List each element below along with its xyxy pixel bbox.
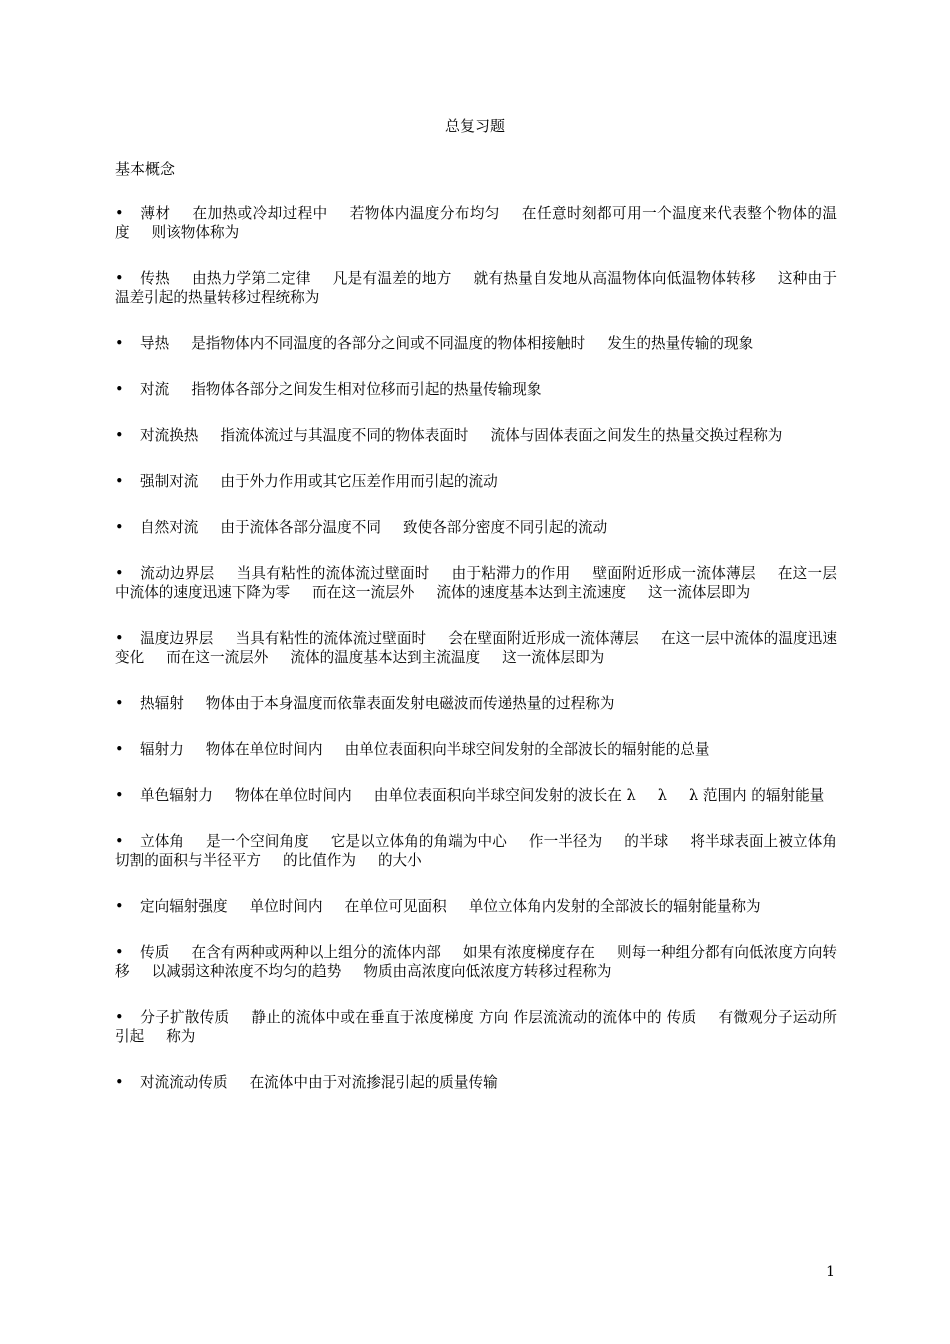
definition-list [115, 204, 837, 1119]
definition-text: 将半球表面上被立体角切割的面积与半径平方 [115, 833, 837, 869]
definition-text: 的比值作为 [282, 852, 356, 869]
definition-item [115, 380, 837, 399]
definition-text: 单位立体角内发射的全部波长的辐射能量称为 [468, 898, 761, 915]
definition-text: 由热力学第二定律 [191, 270, 311, 287]
bullet-marker: • [115, 270, 124, 287]
definition-term: 热辐射 [140, 695, 184, 712]
definition-term: 传质 [140, 944, 170, 961]
definition-text: 就有热量自发地从高温物体向低温物体转移 [473, 270, 756, 287]
definition-term: 分子扩散传质 [140, 1009, 230, 1026]
definition-text: 的大小 [377, 852, 422, 869]
definition-text: 由于粘滞力的作用 [451, 565, 571, 582]
definition-item [115, 472, 837, 491]
bullet-marker: • [115, 787, 124, 804]
definition-item [115, 334, 837, 353]
definition-term: 流动边界层 [140, 565, 215, 582]
bullet-marker: • [115, 695, 124, 712]
definition-text: 则该物体称为 [151, 224, 240, 241]
bullet-marker: • [115, 427, 124, 444]
definition-term: 自然对流 [140, 519, 199, 536]
definition-term: 对流换热 [140, 427, 199, 444]
definition-item [115, 629, 837, 667]
definition-text: 流体与固体表面之间发生的热量交换过程称为 [490, 427, 783, 444]
definition-text: 作一半径为 [528, 833, 603, 850]
definition-text: 称为 [166, 1028, 196, 1045]
definition-item [115, 426, 837, 445]
definition-text: 在任意时刻都可用一个温度来代表整个物体的温度 [115, 205, 837, 241]
definition-text: 由单位表面积向半球空间发射的波长在 λ [373, 787, 636, 804]
definition-text: 流体的温度基本达到主流温度 [290, 649, 481, 666]
definition-text: 则每一种组分都有向低浓度方向转移 [115, 944, 837, 980]
definition-term: 辐射力 [140, 741, 184, 758]
definition-text: 壁面附近形成一流体薄层 [592, 565, 756, 582]
definition-term: 薄材 [140, 205, 171, 222]
bullet-marker: • [115, 205, 124, 222]
definition-term: 对流 [140, 381, 170, 398]
bullet-marker: • [115, 381, 124, 398]
bullet-marker: • [115, 1009, 124, 1026]
definition-text: 当具有粘性的流体流过壁面时 [235, 630, 427, 647]
definition-term: 单色辐射力 [140, 787, 213, 804]
definition-item [115, 1008, 837, 1046]
bullet-marker: • [115, 630, 124, 647]
definition-text: 在加热或冷却过程中 [192, 205, 328, 222]
section-heading: 基本概念 [115, 160, 176, 178]
definition-text: 这种由于温差引起的热量转移过程统称为 [115, 270, 837, 306]
definition-term: 温度边界层 [140, 630, 214, 647]
definition-term: 定向辐射强度 [140, 898, 228, 915]
definition-text: λ [657, 787, 667, 804]
definition-term: 传热 [140, 270, 170, 287]
definition-text: 以减弱这种浓度不均匀的趋势 [151, 963, 342, 980]
definition-text: 流体的速度基本达到主流速度 [436, 584, 627, 601]
definition-term: 立体角 [140, 833, 185, 850]
bullet-marker: • [115, 898, 124, 915]
definition-text: 在这一层中流体的速度迅速下降为零 [115, 565, 837, 601]
definition-text: 如果有浓度梯度存在 [462, 944, 595, 961]
definition-item [115, 518, 837, 537]
definition-text: 的半球 [624, 833, 669, 850]
definition-text: 由于外力作用或其它压差作用而引起的流动 [220, 473, 498, 490]
page-number: 1 [826, 1264, 835, 1280]
definition-text: 指流体流过与其温度不同的物体表面时 [220, 427, 469, 444]
definition-text: 有微观分子运动所引起 [115, 1009, 837, 1045]
definition-text: 指物体各部分之间发生相对位移而引起的热量传输现象 [191, 381, 542, 398]
definition-text: 在这一层中流体的温度迅速变化 [115, 630, 837, 666]
bullet-marker: • [115, 741, 124, 758]
definition-text: 在单位可见面积 [344, 898, 447, 915]
definition-text: 在含有两种或两种以上组分的流体内部 [191, 944, 441, 961]
definition-text: 是指物体内不同温度的各部分之间或不同温度的物体相接触时 [191, 335, 586, 352]
definition-item [115, 943, 837, 981]
definition-text: 是一个空间角度 [206, 833, 309, 850]
definition-text: 而在这一流层外 [312, 584, 415, 601]
bullet-marker: • [115, 473, 124, 490]
definition-text: 由单位表面积向半球空间发射的全部波长的辐射能的总量 [344, 741, 710, 758]
definition-text: 而在这一流层外 [166, 649, 269, 666]
definition-item [115, 694, 837, 713]
definition-text: 若物体内温度分布均匀 [349, 205, 500, 222]
definition-text: 会在壁面附近形成一流体薄层 [448, 630, 639, 647]
definition-text: 它是以立体角的角端为中心 [330, 833, 507, 850]
definition-text: 由于流体各部分温度不同 [220, 519, 381, 536]
bullet-marker: • [115, 833, 124, 850]
definition-text: 在流体中由于对流掺混引起的质量传输 [249, 1074, 498, 1091]
definition-item [115, 786, 837, 805]
definition-text: 这一流体层即为 [502, 649, 605, 666]
definition-item [115, 1073, 837, 1092]
document-title: 总复习题 [444, 117, 505, 135]
bullet-marker: • [115, 565, 124, 582]
definition-text: 凡是有温差的地方 [332, 270, 452, 287]
definition-text: 静止的流体中或在垂直于浓度梯度 方向 作层流流动的流体中的 传质 [251, 1009, 697, 1026]
definition-text: 单位时间内 [249, 898, 323, 915]
definition-text: 物体由于本身温度而依靠表面发射电磁波而传递热量的过程称为 [205, 695, 615, 712]
definition-term: 强制对流 [140, 473, 199, 490]
definition-text: 物质由高浓度向低浓度方转移过程称为 [363, 963, 612, 980]
definition-item [115, 269, 837, 307]
definition-item [115, 740, 837, 759]
bullet-marker: • [115, 1074, 124, 1091]
definition-item [115, 897, 837, 916]
definition-text: 发生的热量传输的现象 [607, 335, 754, 352]
definition-text: 这一流体层即为 [648, 584, 751, 601]
definition-term: 对流流动传质 [140, 1074, 228, 1091]
definition-text: 当具有粘性的流体流过壁面时 [236, 565, 430, 582]
bullet-marker: • [115, 335, 124, 352]
definition-text: λ 范围内 的辐射能量 [688, 787, 825, 804]
definition-text: 物体在单位时间内 [234, 787, 352, 804]
definition-text: 物体在单位时间内 [205, 741, 323, 758]
definition-item [115, 204, 837, 242]
definition-item [115, 564, 837, 602]
bullet-marker: • [115, 944, 124, 961]
definition-text: 致使各部分密度不同引起的流动 [402, 519, 608, 536]
definition-term: 导热 [140, 335, 170, 352]
definition-item [115, 832, 837, 870]
bullet-marker: • [115, 519, 124, 536]
